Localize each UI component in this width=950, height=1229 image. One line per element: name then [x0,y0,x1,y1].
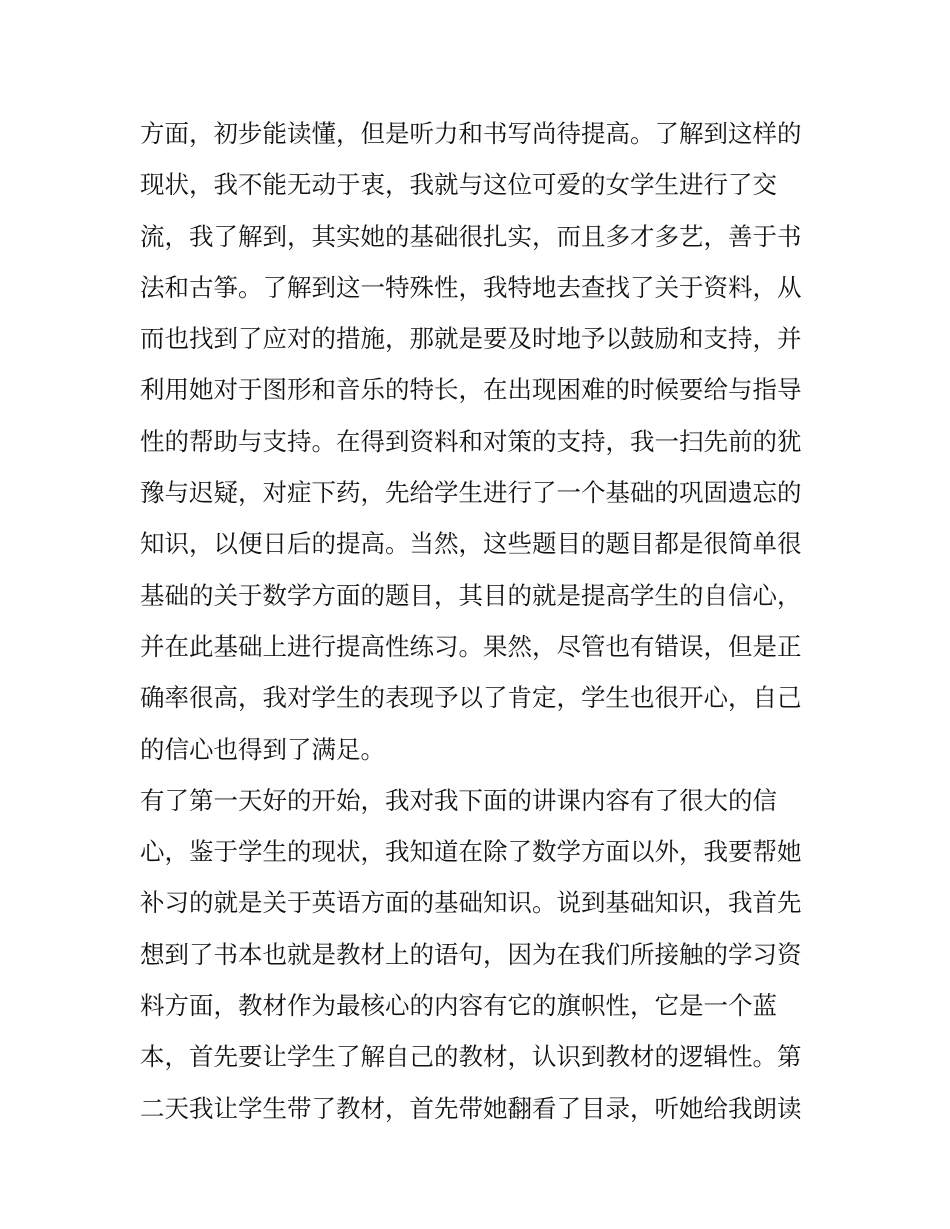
text-line: 的信心也得到了满足。 [140,734,385,764]
text-line: 心，鉴于学生的现状，我知道在除了数学方面以外，我要帮她 [140,837,802,867]
text-line: 方面，初步能读懂，但是听力和书写尚待提高。了解到这样的 [140,119,802,148]
text-line: 而也找到了应对的措施，那就是要及时地予以鼓励和支持，并 [140,324,802,354]
body-text [140,108,812,1134]
text-line: 料方面，教材作为最核心的内容有它的旗帜性，它是一个蓝 [140,991,777,1021]
text-line: 现状，我不能无动于衷，我就与这位可爱的女学生进行了交 [140,170,777,200]
text-line: 并在此基础上进行提高性练习。果然，尽管也有错误，但是正 [140,631,802,661]
text-line: 有了第一天好的开始，我对我下面的讲课内容有了很大的信 [140,785,777,815]
text-line: 流，我了解到，其实她的基础很扎实，而且多才多艺，善于书 [140,221,802,251]
text-line: 基础的关于数学方面的题目，其目的就是提高学生的自信心， [140,580,802,610]
text-line: 利用她对于图形和音乐的特长，在出现困难的时候要给与指导 [140,375,802,405]
text-line: 豫与迟疑，对症下药，先给学生进行了一个基础的巩固遗忘的 [140,478,802,508]
text-line: 二天我让学生带了教材，首先带她翻看了目录，听她给我朗读 [140,1093,802,1123]
text-line: 知识，以便日后的提高。当然，这些题目的题目都是很简单很 [140,529,802,559]
text-line: 本，首先要让学生了解自己的教材，认识到教材的逻辑性。第 [140,1042,802,1072]
text-line: 性的帮助与支持。在得到资料和对策的支持，我一扫先前的犹 [140,426,802,456]
text-line: 想到了书本也就是教材上的语句，因为在我们所接触的学习资 [140,939,802,969]
text-line: 法和古筝。了解到这一特殊性，我特地去查找了关于资料，从 [140,272,802,302]
text-line: 补习的就是关于英语方面的基础知识。说到基础知识，我首先 [140,888,802,918]
text-line: 确率很高，我对学生的表现予以了肯定，学生也很开心，自己 [140,683,802,713]
